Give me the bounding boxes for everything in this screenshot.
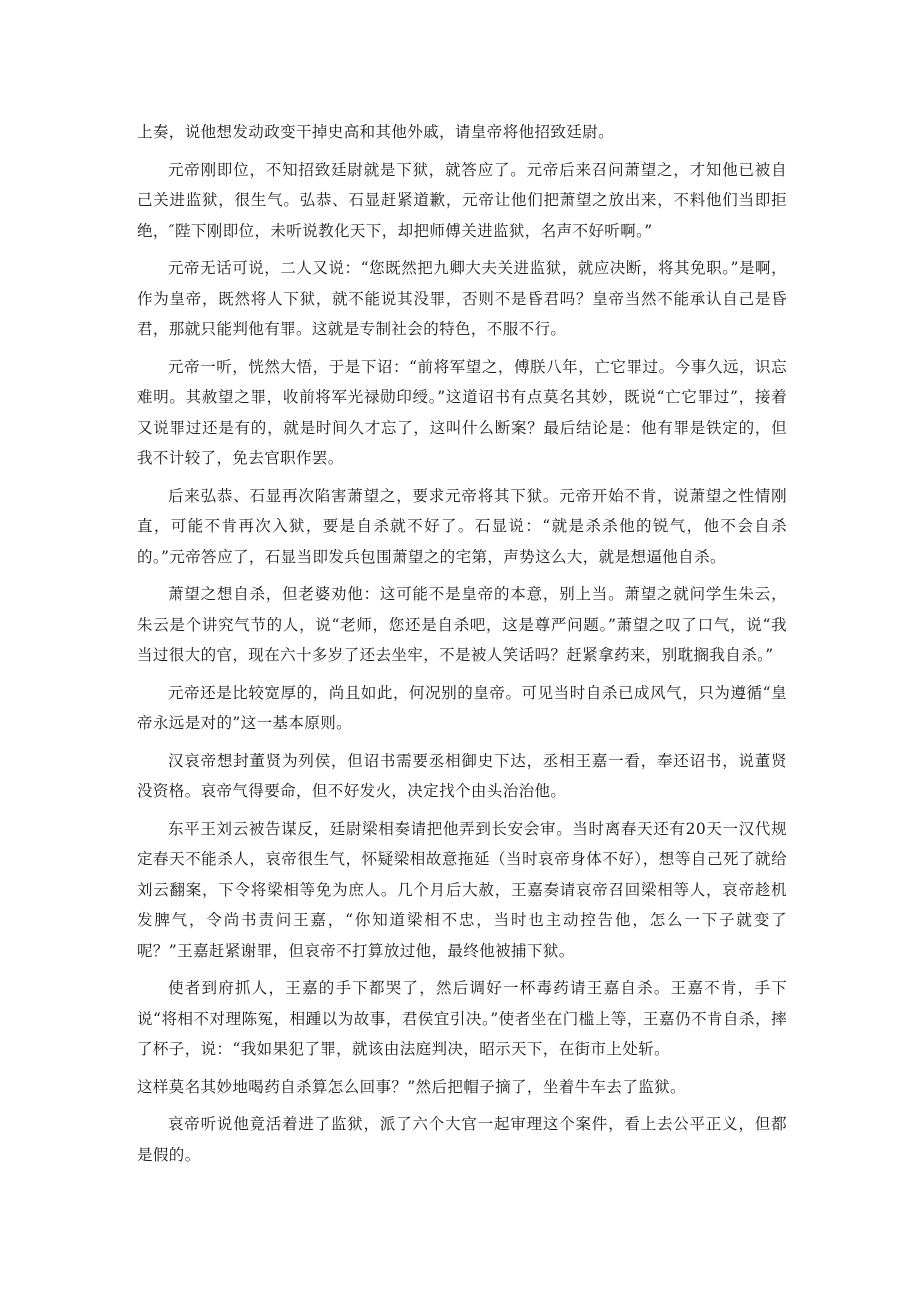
paragraph-8: 汉哀帝想封董贤为列侯，但诏书需要丞相御史下达，丞相王嘉一看，奉还诏书，说董贤没资格。哀帝气得要命，但不好发火，决定找个由头治治他。 — [137, 751, 787, 800]
paragraph-2: 元帝刚即位，不知招致廷尉就是下狱，就答应了。元帝后来召问萧望之，才知他已被自己关进监狱，很生气。弘恭、石显赶紧道歉，元帝让他们把萧望之放出来，不料他们当即拒绝，″陛下刚即位，未听说教化天下，却把师傅关进监狱，名声不好听啊。” — [137, 160, 787, 240]
article-body — [137, 117, 787, 1177]
paragraph-9: 东平王刘云被告谋反，廷尉梁相奏请把他弄到长安会审。当时离春天还有20天一汉代规定春天不能杀人，哀帝很生气，怀疑梁相故意拖延（当时哀帝身体不好），想等自己死了就给刘云翻案，下令将梁相等免为庶人。几个月后大赦，王嘉奏请哀帝召回梁相等人，哀帝趁机发脾气，令尚书责问王嘉，“你知道梁相不忠，当时也主动控告他，怎么一下子就变了呢？”王嘉赶紧谢罪，但哀帝不打算放过他，最终他被捕下狱。 — [137, 819, 787, 960]
paragraph-6: 萧望之想自杀，但老婆劝他：这可能不是皇帝的本意，别上当。萧望之就问学生朱云，朱云是个讲究气节的人，说“老师，您还是自杀吧，这是尊严问题。”萧望之叹了口气，说“我当过很大的官，现在六十多岁了还去坐牢，不是被人笑话吗？赶紧拿药来，别耽搁我自杀。” — [137, 585, 787, 664]
paragraph-11: 这样莫名其妙地喝药自杀算怎么回事？”然后把帽子摘了，坐着牛车去了监狱。 — [137, 1077, 686, 1096]
paragraph-4: 元帝一听，恍然大悟，于是下诏：“前将军望之，傅朕八年，亡它罪过。今事久远，识忘难明。其赦望之罪，收前将军光禄勋印绶。”这道诏书有点莫名其妙，既说“亡它罪过”，接着又说罪过还是有的，就是时间久才忘了，这叫什么断案？最后结论是：他有罪是铁定的，但我不计较了，免去官职作罢。 — [137, 357, 787, 467]
paragraph-10: 使者到府抓人，王嘉的手下都哭了，然后调好一杯毒药请王嘉自杀。王嘉不肯，手下说“将相不对理陈冤，相踵以为故事，君侯宜引决。”使者坐在门槛上等，王嘉仍不肯自杀，摔了杯子，说：“我如果犯了罪，就该由法庭判决，昭示天下，在街市上处斩。 — [137, 979, 787, 1058]
paragraph-12: 哀帝听说他竟活着进了监狱，派了六个大官一起审理这个案件，看上去公平正义，但都是假的。 — [137, 1115, 787, 1164]
paragraph-7: 元帝还是比较宽厚的，尚且如此，何况别的皇帝。可见当时自杀已成风气，只为遵循“皇帝永远是对的”这一基本原则。 — [137, 683, 787, 732]
paragraph-3: 元帝无话可说，二人又说：“您既然把九卿大夫关进监狱，就应决断，将其免职。”是啊，作为皇帝，既然将人下狱，就不能说其没罪，否则不是昏君吗？皇帝当然不能承认自己是昏君，那就只能判他有罪。这就是专制社会的特色，不服不行。 — [137, 259, 787, 338]
paragraph-1: 上奏，说他想发动政变干掉史高和其他外戚，请皇帝将他招致廷尉。 — [137, 123, 615, 141]
paragraph-5: 后来弘恭、石显再次陷害萧望之，要求元帝将其下狱。元帝开始不肯，说萧望之性情刚直，可能不肯再次入狱，要是自杀就不好了。石显说：“就是杀杀他的锐气，他不会自杀的。”元帝答应了，石显当即发兵包围萧望之的宅第，声势这么大，就是想逼他自杀。 — [137, 486, 787, 566]
